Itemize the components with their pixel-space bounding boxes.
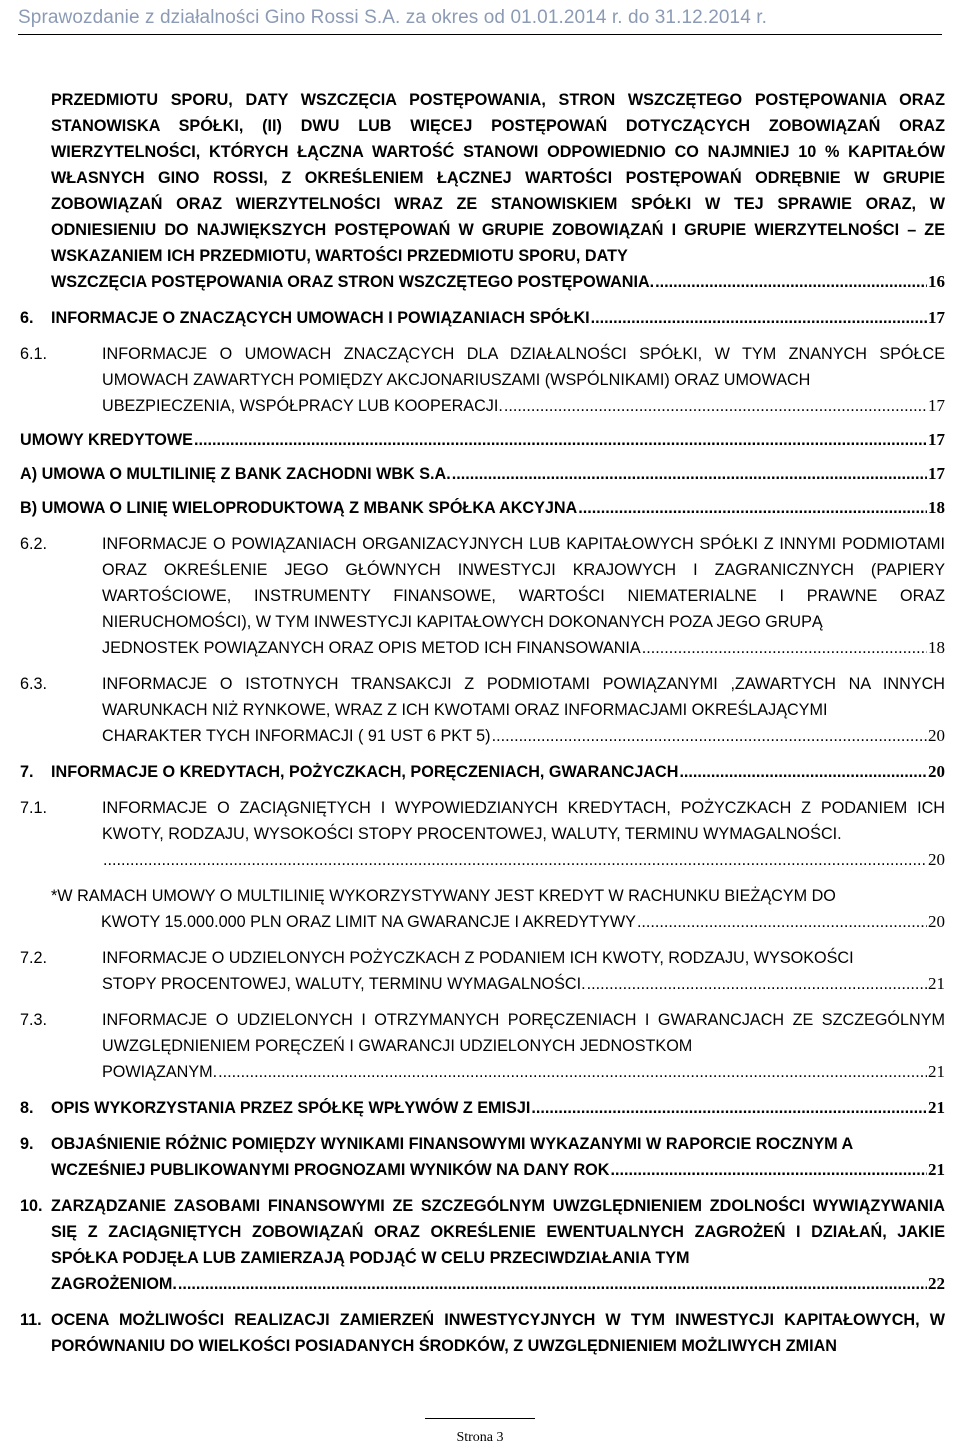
toc-entry-text: INFORMACJE O UDZIELONYCH I OTRZYMANYCH PORĘCZENIACH I GWARANCJACH ZE SZCZEGÓLNYM UWZGLĘDNIENIEM PORĘCZEŃ I GWARANCJI UDZIELONYCH JEDNOSTKOM	[102, 1011, 945, 1055]
toc-entry-title: INFORMACJE O KREDYTACH, POŻYCZKACH, PORĘCZENIACH, GWARANCJACH	[51, 763, 679, 781]
table-of-contents	[20, 87, 945, 1359]
toc-entry-number: 7.1.	[20, 799, 48, 817]
dot-leader	[504, 393, 927, 419]
toc-entry-text: OCENA MOŻLIWOŚCI REALIZACJI ZAMIERZEŃ INWESTYCYJNYCH W TYM INWESTYCJI KAPITAŁOWYCH, W PORÓWNANIU DO WIELKOŚCI POSIADANYCH ŚRODKÓW, Z UWZGLĘDNIENIEM MOŻLIWYCH ZMIAN	[51, 1311, 945, 1355]
toc-entry[interactable]	[20, 795, 945, 873]
dot-leader	[642, 635, 927, 661]
toc-entry[interactable]	[20, 1307, 945, 1359]
toc-entry-body	[102, 1007, 945, 1085]
toc-page-number: 22	[928, 1274, 945, 1293]
toc-page-number: 21	[928, 1098, 945, 1117]
toc-page-number: 18	[928, 638, 945, 657]
toc-page-number: 17	[928, 464, 945, 483]
toc-entry-title: KWOTY 15.000.000 PLN ORAZ LIMIT NA GWARANCJE I AKREDYTYWY	[101, 913, 636, 931]
dot-leader	[452, 461, 927, 487]
toc-page-number: 16	[928, 272, 945, 291]
toc-entry[interactable]	[20, 495, 945, 521]
toc-entry-number: 9.	[20, 1135, 34, 1153]
toc-entry-text: PRZEDMIOTU SPORU, DATY WSZCZĘCIA POSTĘPOWANIA, STRON WSZCZĘTEGO POSTĘPOWANIA ORAZ STANOWISKA SPÓŁKI, (II) DWU LUB WIĘCEJ POSTĘPOWAŃ DOTYCZĄCYCH ZOBOWIĄZAŃ ORAZ WIERZYTELNOŚCI, KTÓRYCH ŁĄCZNA WARTOŚĆ STANOWI ODPOWIEDNIO CO NAJMNIEJ 10 % KAPITAŁÓW WŁASNYCH GINO ROSSI, Z OKREŚLENIEM ŁĄCZNEJ WARTOŚCI POSTĘPOWAŃ ODRĘBNIE W GRUPIE ZOBOWIĄZAŃ ORAZ WIERZYTELNOŚCI WRAZ ZE STANOWISKIEM SPÓŁKI W TEJ SPRAWIE ORAZ, W ODNIESIENIU DO NAJWIĘKSZYCH POSTĘPOWAŃ W GRUPIE ZOBOWIĄZAŃ I GRUPIE WIERZYTELNOŚCI – ZE WSKAZANIEM ICH PRZEDMIOTU, WARTOŚCI PRZEDMIOTU SPORU, DATY	[51, 91, 945, 265]
dot-leader	[194, 427, 927, 453]
toc-entry-title: ZAGROŻENIOM.	[51, 1275, 177, 1293]
toc-entry[interactable]	[20, 1095, 945, 1121]
page-number: Strona 3	[456, 1430, 504, 1445]
page-header	[18, 4, 942, 35]
toc-entry-title: UBEZPIECZENIA, WSPÓŁPRACY LUB KOOPERACJI.	[102, 397, 503, 415]
toc-entry-text: ZARZĄDZANIE ZASOBAMI FINANSOWYMI ZE SZCZEGÓLNYM UWZGLĘDNIENIEM ZDOLNOŚCI WYWIĄZYWANIA SIĘ Z ZACIĄGNIĘTYCH ZOBOWIĄZAŃ ORAZ OKREŚLENIE EWENTUALNYCH ZAGROŻEŃ I DZIAŁAŃ, JAKIE SPÓŁKA PODJĘŁA LUB ZAMIERZAJĄ PODJĄĆ W CELU PRZECIWDZIAŁANIA TYM	[51, 1197, 945, 1267]
toc-entry-body	[102, 341, 945, 419]
toc-page-number: 17	[928, 308, 945, 327]
toc-entry[interactable]	[20, 341, 945, 419]
toc-entry-title: WSZCZĘCIA POSTĘPOWANIA ORAZ STRON WSZCZĘTEGO POSTĘPOWANIA.	[51, 273, 655, 291]
toc-entry[interactable]	[20, 883, 945, 935]
toc-entry-body	[102, 531, 945, 661]
dot-leader	[591, 305, 927, 331]
toc-entry-body	[102, 795, 945, 873]
dot-leader	[492, 723, 927, 749]
toc-entry-body	[51, 305, 945, 331]
dot-leader	[578, 495, 927, 521]
dot-leader	[637, 909, 927, 935]
toc-entry[interactable]	[20, 1131, 945, 1183]
toc-entry[interactable]	[20, 1007, 945, 1085]
toc-entry-title: WCZEŚNIEJ PUBLIKOWANYMI PROGNOZAMI WYNIKÓW NA DANY ROK	[51, 1161, 610, 1179]
toc-entry-title: CHARAKTER TYCH INFORMACJI ( 91 UST 6 PKT 5)	[102, 727, 491, 745]
toc-entry-text: OBJAŚNIENIE RÓŻNIC POMIĘDZY WYNIKAMI FINANSOWYMI WYKAZANYMI W RAPORCIE ROCZNYM A	[51, 1135, 854, 1153]
toc-entry-number: 11.	[20, 1311, 42, 1329]
toc-entry-number: 6.2.	[20, 535, 48, 553]
toc-page-number: 21	[928, 974, 945, 993]
toc-entry[interactable]	[20, 427, 945, 453]
toc-entry-body	[51, 759, 945, 785]
toc-entry-title: B) UMOWA O LINIĘ WIELOPRODUKTOWĄ Z MBANK SPÓŁKA AKCYJNA	[20, 499, 578, 517]
toc-entry-number: 6.	[20, 309, 34, 327]
dot-leader	[587, 971, 927, 997]
toc-entry-body	[51, 1193, 945, 1297]
toc-page-number: 21	[928, 1160, 945, 1179]
toc-entry-body	[20, 495, 945, 521]
toc-entry-text: *W RAMACH UMOWY O MULTILINIĘ WYKORZYSTYWANY JEST KREDYT W RACHUNKU BIEŻĄCYM DO	[51, 887, 836, 905]
toc-entry-body	[51, 1131, 945, 1183]
toc-page-number: 20	[928, 762, 945, 781]
toc-entry-body	[51, 883, 945, 935]
toc-entry-title: JEDNOSTEK POWIĄZANYCH ORAZ OPIS METOD ICH FINANSOWANIA	[102, 639, 641, 657]
toc-entry-title: A) UMOWA O MULTILINIĘ Z BANK ZACHODNI WBK S.A.	[20, 465, 451, 483]
toc-entry-title: OPIS WYKORZYSTANIA PRZEZ SPÓŁKĘ WPŁYWÓW Z EMISJI	[51, 1099, 531, 1117]
toc-entry-text: INFORMACJE O UMOWACH ZNACZĄCYCH DLA DZIAŁALNOŚCI SPÓŁKI, W TYM ZNANYCH SPÓŁCE UMOWACH ZAWARTYCH POMIĘDZY AKCJONARIUSZAMI (WSPÓLNIKAMI) ORAZ UMOWACH	[102, 345, 945, 389]
toc-page-number: 20	[928, 726, 945, 745]
toc-page-number: 20	[928, 912, 945, 931]
toc-entry-body	[51, 1307, 945, 1359]
toc-entry-body	[51, 1095, 945, 1121]
toc-entry-text: INFORMACJE O UDZIELONYCH POŻYCZKACH Z PODANIEM ICH KWOTY, RODZAJU, WYSOKOŚCI	[102, 949, 854, 967]
dot-leader	[531, 1095, 927, 1121]
toc-entry-text: INFORMACJE O POWIĄZANIACH ORGANIZACYJNYCH LUB KAPITAŁOWYCH SPÓŁKI Z INNYMI PODMIOTAMI ORAZ OKREŚLENIE JEGO GŁÓWNYCH INWESTYCJI KRAJOWYCH I ZAGRANICZNYCH (PAPIERY WARTOŚCIOWE, INSTRUMENTY FINANSOWE, WARTOŚCI NIEMATERIALNE I PRAWNE ORAZ NIERUCHOMOŚCI), W TYM INWESTYCJI KAPITAŁOWYCH DOKONANYCH POZA JEGO GRUPĄ	[102, 535, 945, 631]
dot-leader	[655, 269, 927, 295]
toc-entry-title: UMOWY KREDYTOWE	[20, 431, 193, 449]
toc-entry-text: INFORMACJE O ISTOTNYCH TRANSAKCJI Z PODMIOTAMI POWIĄZANYMI ,ZAWARTYCH NA INNYCH WARUNKACH NIŻ RYNKOWE, WRAZ Z ICH KWOTAMI ORAZ INFORMACJAMI OKREŚLAJĄCYMI	[102, 675, 945, 719]
toc-entry[interactable]	[20, 461, 945, 487]
toc-entry-number: 6.3.	[20, 675, 48, 693]
toc-entry-number: 7.3.	[20, 1011, 48, 1029]
toc-entry[interactable]	[20, 945, 945, 997]
toc-entry-number: 6.1.	[20, 345, 48, 363]
toc-entry[interactable]	[20, 759, 945, 785]
dot-leader	[610, 1157, 927, 1183]
toc-entry-title: INFORMACJE O ZNACZĄCYCH UMOWACH I POWIĄZANIACH SPÓŁKI	[51, 309, 590, 327]
toc-entry-number: 7.	[20, 763, 34, 781]
toc-entry-body	[51, 87, 945, 295]
footer-rule	[425, 1418, 535, 1419]
toc-entry-title: POWIĄZANYM.	[102, 1063, 218, 1081]
toc-page-number: 17	[928, 396, 945, 415]
header-title: Sprawozdanie z działalności Gino Rossi S.A. za okres od 01.01.2014 r. do 31.12.2014 r.	[18, 7, 767, 28]
dot-leader	[103, 847, 927, 873]
toc-page-number: 21	[928, 1062, 945, 1081]
toc-entry-title: STOPY PROCENTOWEJ, WALUTY, TERMINU WYMAGALNOŚCI.	[102, 975, 586, 993]
toc-entry-body	[102, 671, 945, 749]
toc-entry[interactable]	[20, 1193, 945, 1297]
toc-entry[interactable]	[20, 531, 945, 661]
toc-entry[interactable]	[20, 671, 945, 749]
dot-leader	[178, 1271, 927, 1297]
toc-entry-number: 8.	[20, 1099, 34, 1117]
dot-leader	[218, 1059, 927, 1085]
toc-page-number: 20	[928, 850, 945, 869]
toc-entry-number: 7.2.	[20, 949, 48, 967]
dot-leader	[679, 759, 927, 785]
toc-entry-body	[102, 945, 945, 997]
toc-entry-body	[20, 427, 945, 453]
toc-entry-body	[20, 461, 945, 487]
toc-entry-text: INFORMACJE O ZACIĄGNIĘTYCH I WYPOWIEDZIANYCH KREDYTACH, POŻYCZKACH Z PODANIEM ICH KWOTY, RODZAJU, WYSOKOŚCI STOPY PROCENTOWEJ, WALUTY, TERMINU WYMAGALNOŚCI.	[102, 799, 945, 843]
toc-entry[interactable]	[20, 87, 945, 295]
toc-entry-number: 10.	[20, 1197, 43, 1215]
toc-entry[interactable]	[20, 305, 945, 331]
toc-page-number: 17	[928, 430, 945, 449]
toc-page-number: 18	[928, 498, 945, 517]
